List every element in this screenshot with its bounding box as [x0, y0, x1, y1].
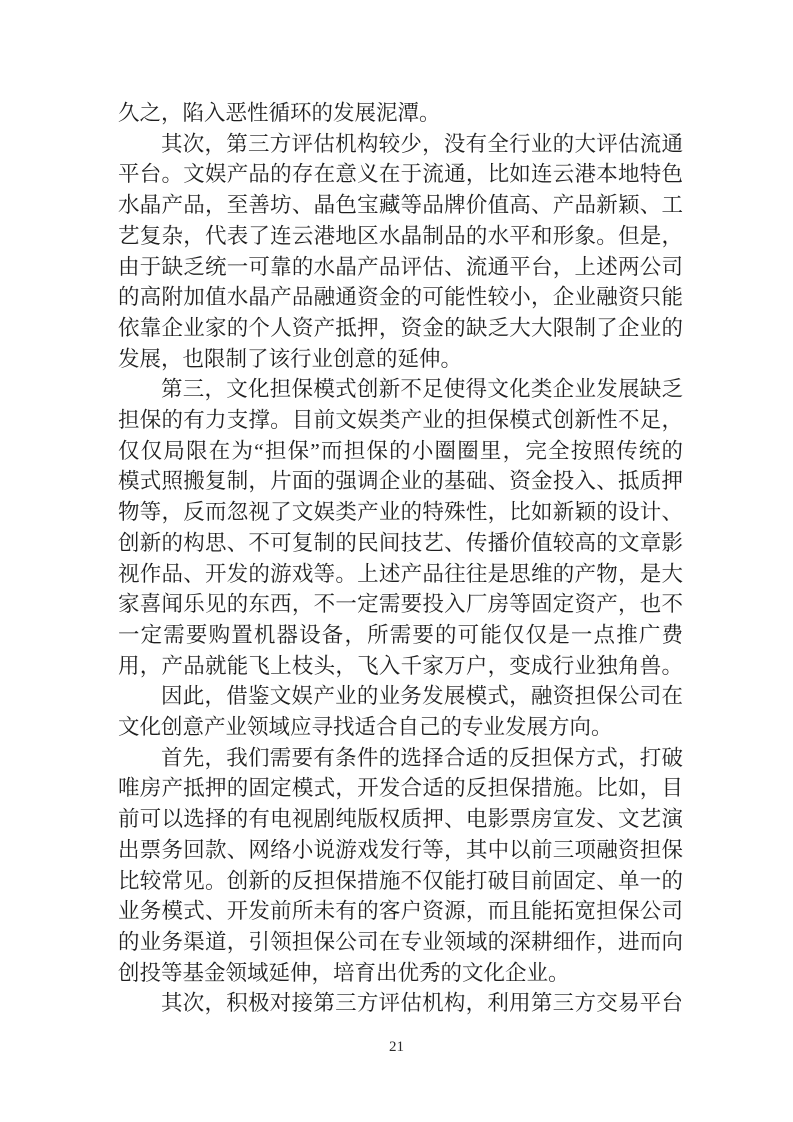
text-line: 其次，第三方评估机构较少，没有全行业的大评估流通	[161, 131, 683, 156]
text-line: 模式照搬复制，片面的强调企业的基础、资金投入、抵质押	[118, 469, 683, 494]
document-body-text	[118, 98, 683, 1019]
text-line: 首先，我们需要有条件的选择合适的反担保方式，打破	[161, 745, 683, 770]
text-line: 用，产品就能飞上枝头，飞入千家万户，变成行业独角兽。	[118, 653, 683, 678]
text-line: 依靠企业家的个人资产抵押，资金的缺乏大大限制了企业的	[118, 315, 683, 340]
text-line: 因此，借鉴文娱产业的业务发展模式，融资担保公司在	[161, 684, 683, 709]
text-line: 第三，文化担保模式创新不足使得文化类企业发展缺乏	[161, 377, 683, 402]
text-line: 的业务渠道，引领担保公司在专业领域的深耕细作，进而向	[118, 929, 683, 954]
text-line: 文化创意产业领域应寻找适合自己的专业发展方向。	[118, 715, 613, 740]
text-line: 视作品、开发的游戏等。上述产品往往是思维的产物，是大	[118, 561, 683, 586]
page-number: 21	[389, 1039, 404, 1055]
text-line: 由于缺乏统一可靠的水晶产品评估、流通平台，上述两公司	[118, 254, 683, 279]
text-line: 物等，反而忽视了文娱类产业的特殊性，比如新颖的设计、	[118, 500, 683, 525]
text-line: 一定需要购置机器设备，所需要的可能仅仅是一点推广费	[118, 622, 683, 647]
text-line: 发展，也限制了该行业创意的延伸。	[118, 346, 463, 371]
text-line: 久之，陷入恶性循环的发展泥潭。	[118, 101, 441, 125]
text-line: 创投等基金领域延伸，培育出优秀的文化企业。	[118, 960, 570, 985]
text-line: 的高附加值水晶产品融通资金的可能性较小，企业融资只能	[118, 285, 683, 310]
text-line: 担保的有力支撑。目前文娱类产业的担保模式创新性不足，	[118, 408, 683, 433]
text-line: 家喜闻乐见的东西，不一定需要投入厂房等固定资产，也不	[118, 592, 683, 617]
text-line: 出票务回款、网络小说游戏发行等，其中以前三项融资担保	[118, 837, 683, 862]
text-line: 前可以选择的有电视剧纯版权质押、电影票房宣发、文艺演	[118, 807, 683, 832]
text-line: 平台。文娱产品的存在意义在于流通，比如连云港本地特色	[118, 162, 683, 187]
text-line: 仅仅局限在为“担保”而担保的小圈圈里，完全按照传统的	[118, 438, 683, 463]
text-line: 唯房产抵押的固定模式，开发合适的反担保措施。比如，目	[118, 776, 683, 801]
text-line: 水晶产品，至善坊、晶色宝藏等品牌价值高、产品新颖、工	[118, 193, 683, 218]
text-line: 艺复杂，代表了连云港地区水晶制品的水平和形象。但是，	[118, 223, 683, 248]
text-line: 其次，积极对接第三方评估机构，利用第三方交易平台	[161, 991, 683, 1016]
text-line: 比较常见。创新的反担保措施不仅能打破目前固定、单一的	[118, 868, 683, 893]
text-line: 创新的构思、不可复制的民间技艺、传播价值较高的文章影	[118, 530, 683, 555]
text-line: 业务模式、开发前所未有的客户资源，而且能拓宽担保公司	[118, 899, 683, 924]
